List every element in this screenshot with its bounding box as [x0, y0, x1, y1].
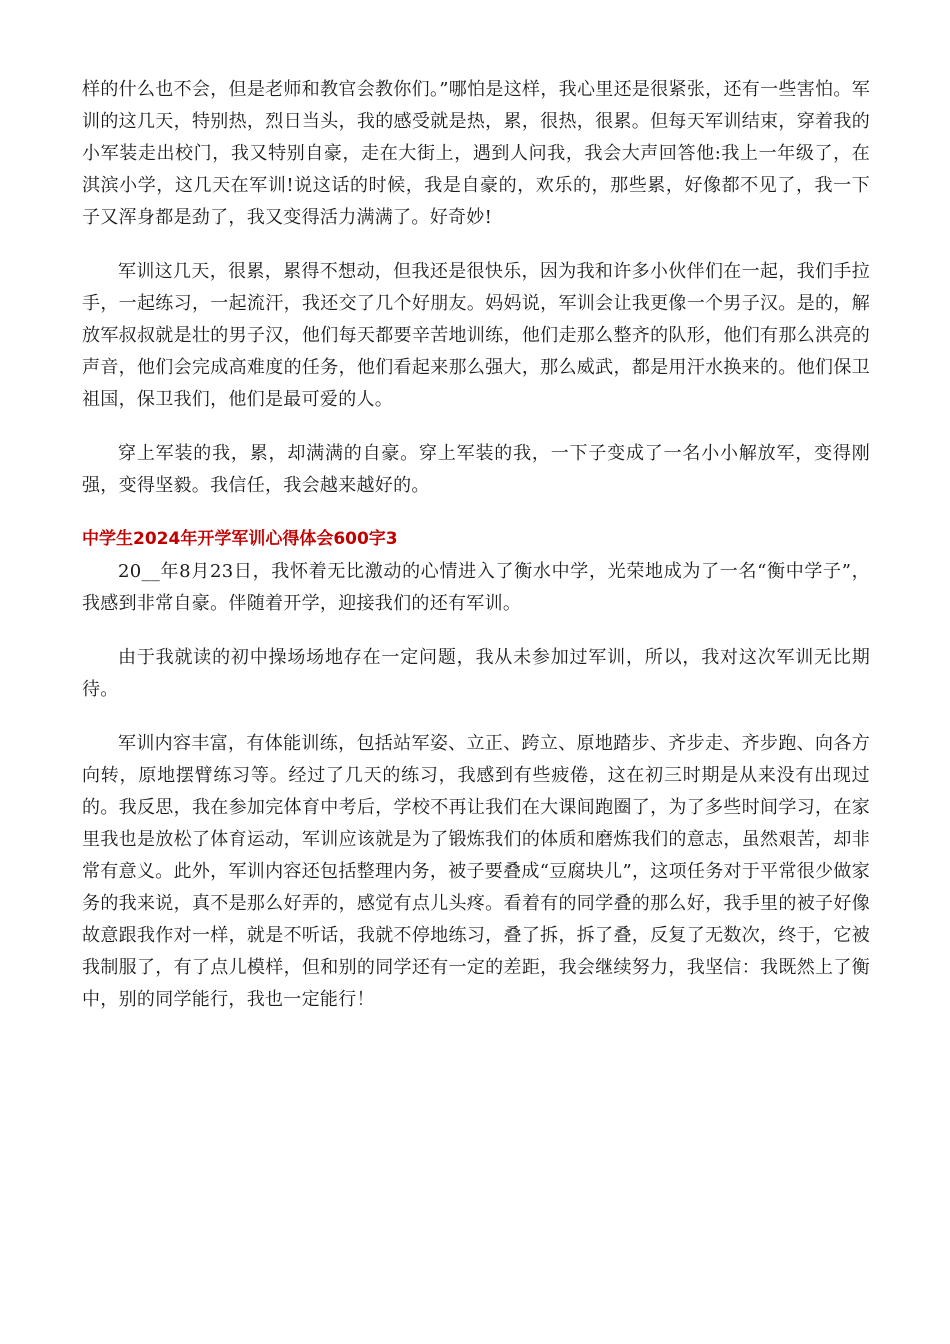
paragraph: 军训这几天，很累，累得不想动，但我还是很快乐，因为我和许多小伙伴们在一起，我们手拉手，一起练习，一起流汗，我还交了几个好朋友。妈妈说，军训会让我更像一个男子汉。是的，解放军叔叔就是壮的男子汉，他们每天都要辛苦地训练，他们走那么整齐的队形，他们有那么洪亮的声音，他们会完成高难度的任务，他们看起来那么强大，那么威武，都是用汗水换来的。他们保卫祖国，保卫我们，他们是最可爱的人。: [82, 261, 870, 410]
section-heading: 中学生2024年开学军训心得体会600字3: [82, 529, 398, 549]
paragraph: 军训内容丰富，有体能训练，包括站军姿、立正、跨立、原地踏步、齐步走、齐步跑、向各方向转，原地摆臂练习等。经过了几天的练习，我感到有些疲倦，这在初三时期是从来没有出现过的。我反思，我在参加完体育中考后，学校不再让我们在大课间跑圈了，为了多些时间学习，在家里我也是放松了体育运动，军训应该就是为了锻炼我们的体质和磨炼我们的意志，虽然艰苦，却非常有意义。此外，军训内容还包括整理内务，被子要叠成“豆腐块儿”，这项任务对于平常很少做家务的我来说，真不是那么好弄的，感觉有点儿头疼。看着有的同学叠的那么好，我手里的被子好像故意跟我作对一样，就是不听话，我就不停地练习，叠了拆，拆了叠，反复了无数次，终于，它被我制服了，有了点儿模样，但和别的同学还有一定的差距，我会继续努力，我坚信：我既然上了衡中，别的同学能行，我也一定能行！: [82, 733, 870, 1010]
document-page: [82, 74, 870, 1038]
paragraph: 样的什么也不会，但是老师和教官会教你们。”哪怕是这样，我心里还是很紧张，还有一些害怕。军训的这几天，特别热，烈日当头，我的感受就是热，累，很热，很累。但每天军训结束，穿着我的小军装走出校门，我又特别自豪，走在大街上，遇到人问我，我会大声回答他:我上一年级了，在淇滨小学，这几天在军训!说这话的时候，我是自豪的，欢乐的，那些累，好像都不见了，我一下子又浑身都是劲了，我又变得活力满满了。好奇妙!: [82, 79, 870, 228]
paragraph: 由于我就读的初中操场场地存在一定问题，我从未参加过军训，所以，我对这次军训无比期待。: [82, 647, 870, 700]
paragraph: 20__年8月23日，我怀着无比激动的心情进入了衡水中学，光荣地成为了一名“衡中学子”，我感到非常自豪。伴随着开学，迎接我们的还有军训。: [82, 561, 870, 614]
paragraph: 穿上军装的我，累，却满满的自豪。穿上军装的我，一下子变成了一名小小解放军，变得刚强，变得坚毅。我信任，我会越来越好的。: [82, 443, 870, 496]
